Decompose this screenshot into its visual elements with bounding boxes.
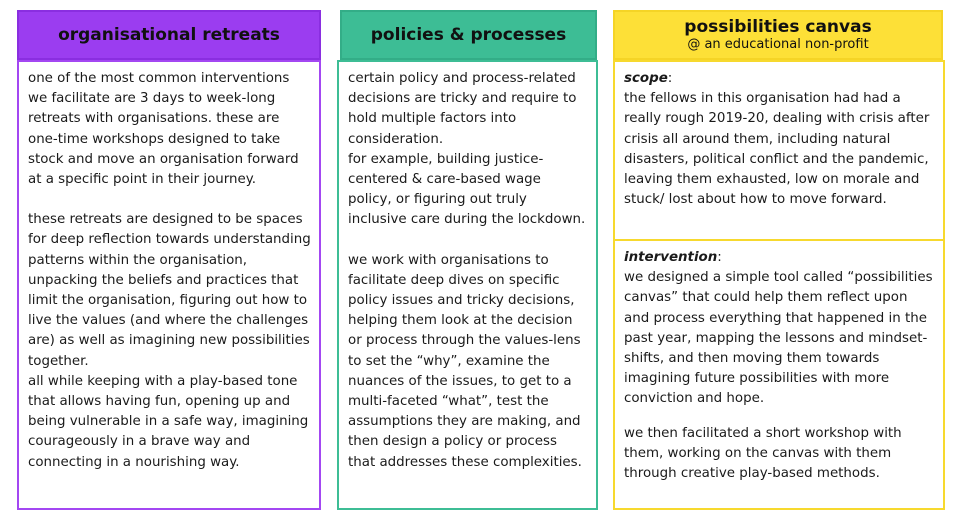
policies-header [340, 10, 597, 60]
intervention-colon: : [717, 250, 722, 265]
scope-card [613, 60, 945, 241]
scope-label: scope [624, 71, 668, 86]
canvas-title: possibilities canvas [684, 17, 872, 37]
retreats-paragraph-3: all while keeping with a play-based tone that allows having fun, opening up and being vulnerable in a safe way, imagining courageously in a brave way and connecting in a nourishing way. [28, 373, 309, 470]
canvas-subtitle: @ an educational non-profit [687, 37, 869, 52]
policies-paragraph-2: for example, building justice-centered & care-based wage policy, or figuring out truly inclusive care during the lockdown. [348, 151, 586, 228]
retreats-paragraph-1: one of the most common interventions we facilitate are 3 days to week-long retreats with organisations. these are one-time workshops designed to take stock and move an organisation forward at a specific point in their journey. [28, 71, 299, 188]
policies-paragraph-3: we work with organisations to facilitate deep dives on specific policy issues and tricky decisions, helping them look at the decision or process through the values-lens to set the “why”, examine the nuances of the issues, to get to a multi-faceted “what”, test the assumptions they are making, and then design a policy or process that addresses these complexities. [348, 252, 582, 470]
policies-card [337, 60, 598, 510]
intervention-text-2: we then facilitated a short workshop with them, working on the canvas with them through creative play-based methods. [624, 425, 902, 482]
retreats-card [17, 60, 321, 510]
retreats-title: organisational retreats [58, 25, 280, 45]
canvas-header [613, 10, 943, 60]
policies-title: policies & processes [370, 25, 567, 45]
scope-heading [624, 69, 935, 89]
policies-paragraph-1: certain policy and process-related decisions are tricky and require to hold multiple factors into consideration. [348, 71, 577, 147]
retreats-header [17, 10, 321, 60]
retreats-paragraph-2: these retreats are designed to be spaces for deep reflection towards understanding patterns within the organisation, unpacking the beliefs and practices that limit the organisation, figuring out how to live the values (and where the challenges are) as well as imagining new possibilities together. [28, 212, 311, 369]
scope-colon: : [667, 71, 673, 86]
scope-text: the fellows in this organisation had had a really rough 2019-20, dealing with crisis after crisis all around them, including natural disasters, political conflict and the pandemic, leaving them exhausted, low on morale and stuck/ lost about how to move forward. [624, 91, 930, 208]
intervention-heading [624, 248, 935, 268]
intervention-card [613, 239, 945, 510]
intervention-label: intervention [624, 250, 718, 265]
intervention-text: we designed a simple tool called “possibilities canvas” that could help them reflect upon and process everything that happened in the past year, mapping the lessons and mindset-shifts, and then moving them towards imagining future possibilities with more conviction and hope. [624, 270, 933, 407]
